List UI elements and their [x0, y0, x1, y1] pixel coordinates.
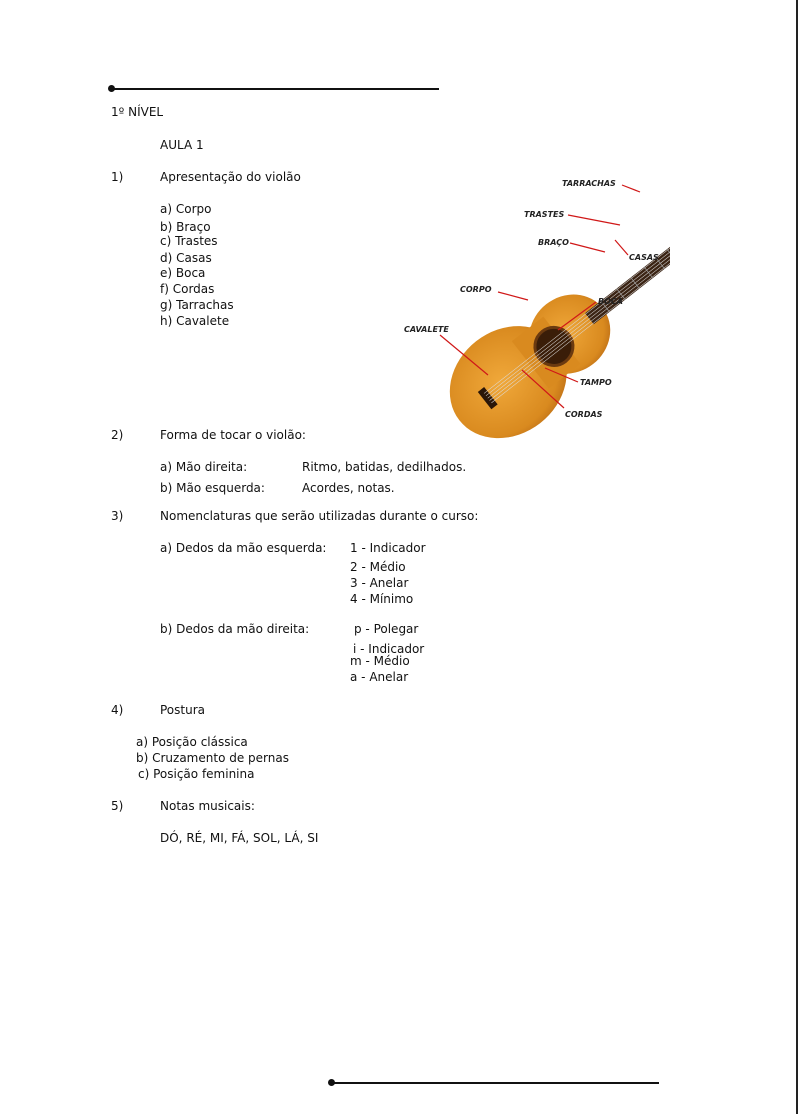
label-braco: BRAÇO	[538, 238, 569, 247]
label-cavalete: CAVALETE	[404, 325, 449, 334]
finger-item: i - Indicador	[353, 642, 425, 656]
label-tarrachas: TARRACHAS	[562, 179, 616, 188]
label-corpo: CORPO	[460, 285, 492, 294]
section-3-title: Nomenclaturas que serão utilizadas durante o curso:	[160, 509, 479, 523]
list-item: b) Cruzamento de pernas	[136, 751, 289, 765]
level-title: 1º NÍVEL	[111, 105, 164, 119]
finger-item: p - Polegar	[354, 622, 419, 636]
label-boca: BOCA	[598, 297, 623, 306]
list-item: b) Braço	[160, 220, 211, 234]
label-cordas: CORDAS	[565, 410, 603, 419]
section-1-title: Apresentação do violão	[160, 170, 301, 184]
list-item: f) Cordas	[160, 282, 215, 296]
list-item: a) Posição clássica	[136, 735, 248, 749]
section-1-number: 1)	[111, 170, 124, 184]
top-rule	[112, 88, 439, 90]
list-item: c) Trastes	[160, 234, 218, 248]
section-4-title: Postura	[160, 703, 205, 717]
list-item: g) Tarrachas	[160, 298, 234, 312]
list-item: c) Posição feminina	[138, 767, 255, 781]
finger-item: a - Anelar	[350, 670, 409, 684]
hand-value-left: Acordes, notas.	[302, 481, 395, 495]
finger-item: 4 - Mínimo	[350, 592, 414, 606]
section-2-number: 2)	[111, 428, 124, 442]
section-3-number: 3)	[111, 509, 124, 523]
guitar-illustration	[400, 170, 670, 450]
label-casas: CASAS	[629, 253, 659, 262]
list-item: e) Boca	[160, 266, 206, 280]
section-5-title: Notas musicais:	[160, 799, 255, 813]
right-hand-fingers-label: b) Dedos da mão direita:	[160, 622, 310, 636]
list-item: a) Corpo	[160, 202, 212, 216]
finger-item: 1 - Indicador	[350, 541, 426, 555]
left-hand-fingers-label: a) Dedos da mão esquerda:	[160, 541, 327, 555]
list-item: h) Cavalete	[160, 314, 230, 328]
label-tampo: TAMPO	[580, 378, 612, 387]
lesson-title: AULA 1	[160, 138, 204, 152]
section-2-title: Forma de tocar o violão:	[160, 428, 306, 442]
section-5-number: 5)	[111, 799, 124, 813]
hand-label-right: a) Mão direita:	[160, 460, 248, 474]
hand-value-right: Ritmo, batidas, dedilhados.	[302, 460, 467, 474]
list-item: d) Casas	[160, 251, 212, 265]
page-right-border	[796, 0, 798, 1114]
hand-label-left: b) Mão esquerda:	[160, 481, 265, 495]
label-trastes: TRASTES	[524, 210, 565, 219]
finger-item: m - Médio	[350, 654, 410, 668]
musical-notes: DÓ, RÉ, MI, FÁ, SOL, LÁ, SI	[160, 831, 319, 845]
finger-item: 2 - Médio	[350, 560, 406, 574]
finger-item: 3 - Anelar	[350, 576, 409, 590]
bottom-rule	[332, 1082, 659, 1084]
section-4-number: 4)	[111, 703, 124, 717]
